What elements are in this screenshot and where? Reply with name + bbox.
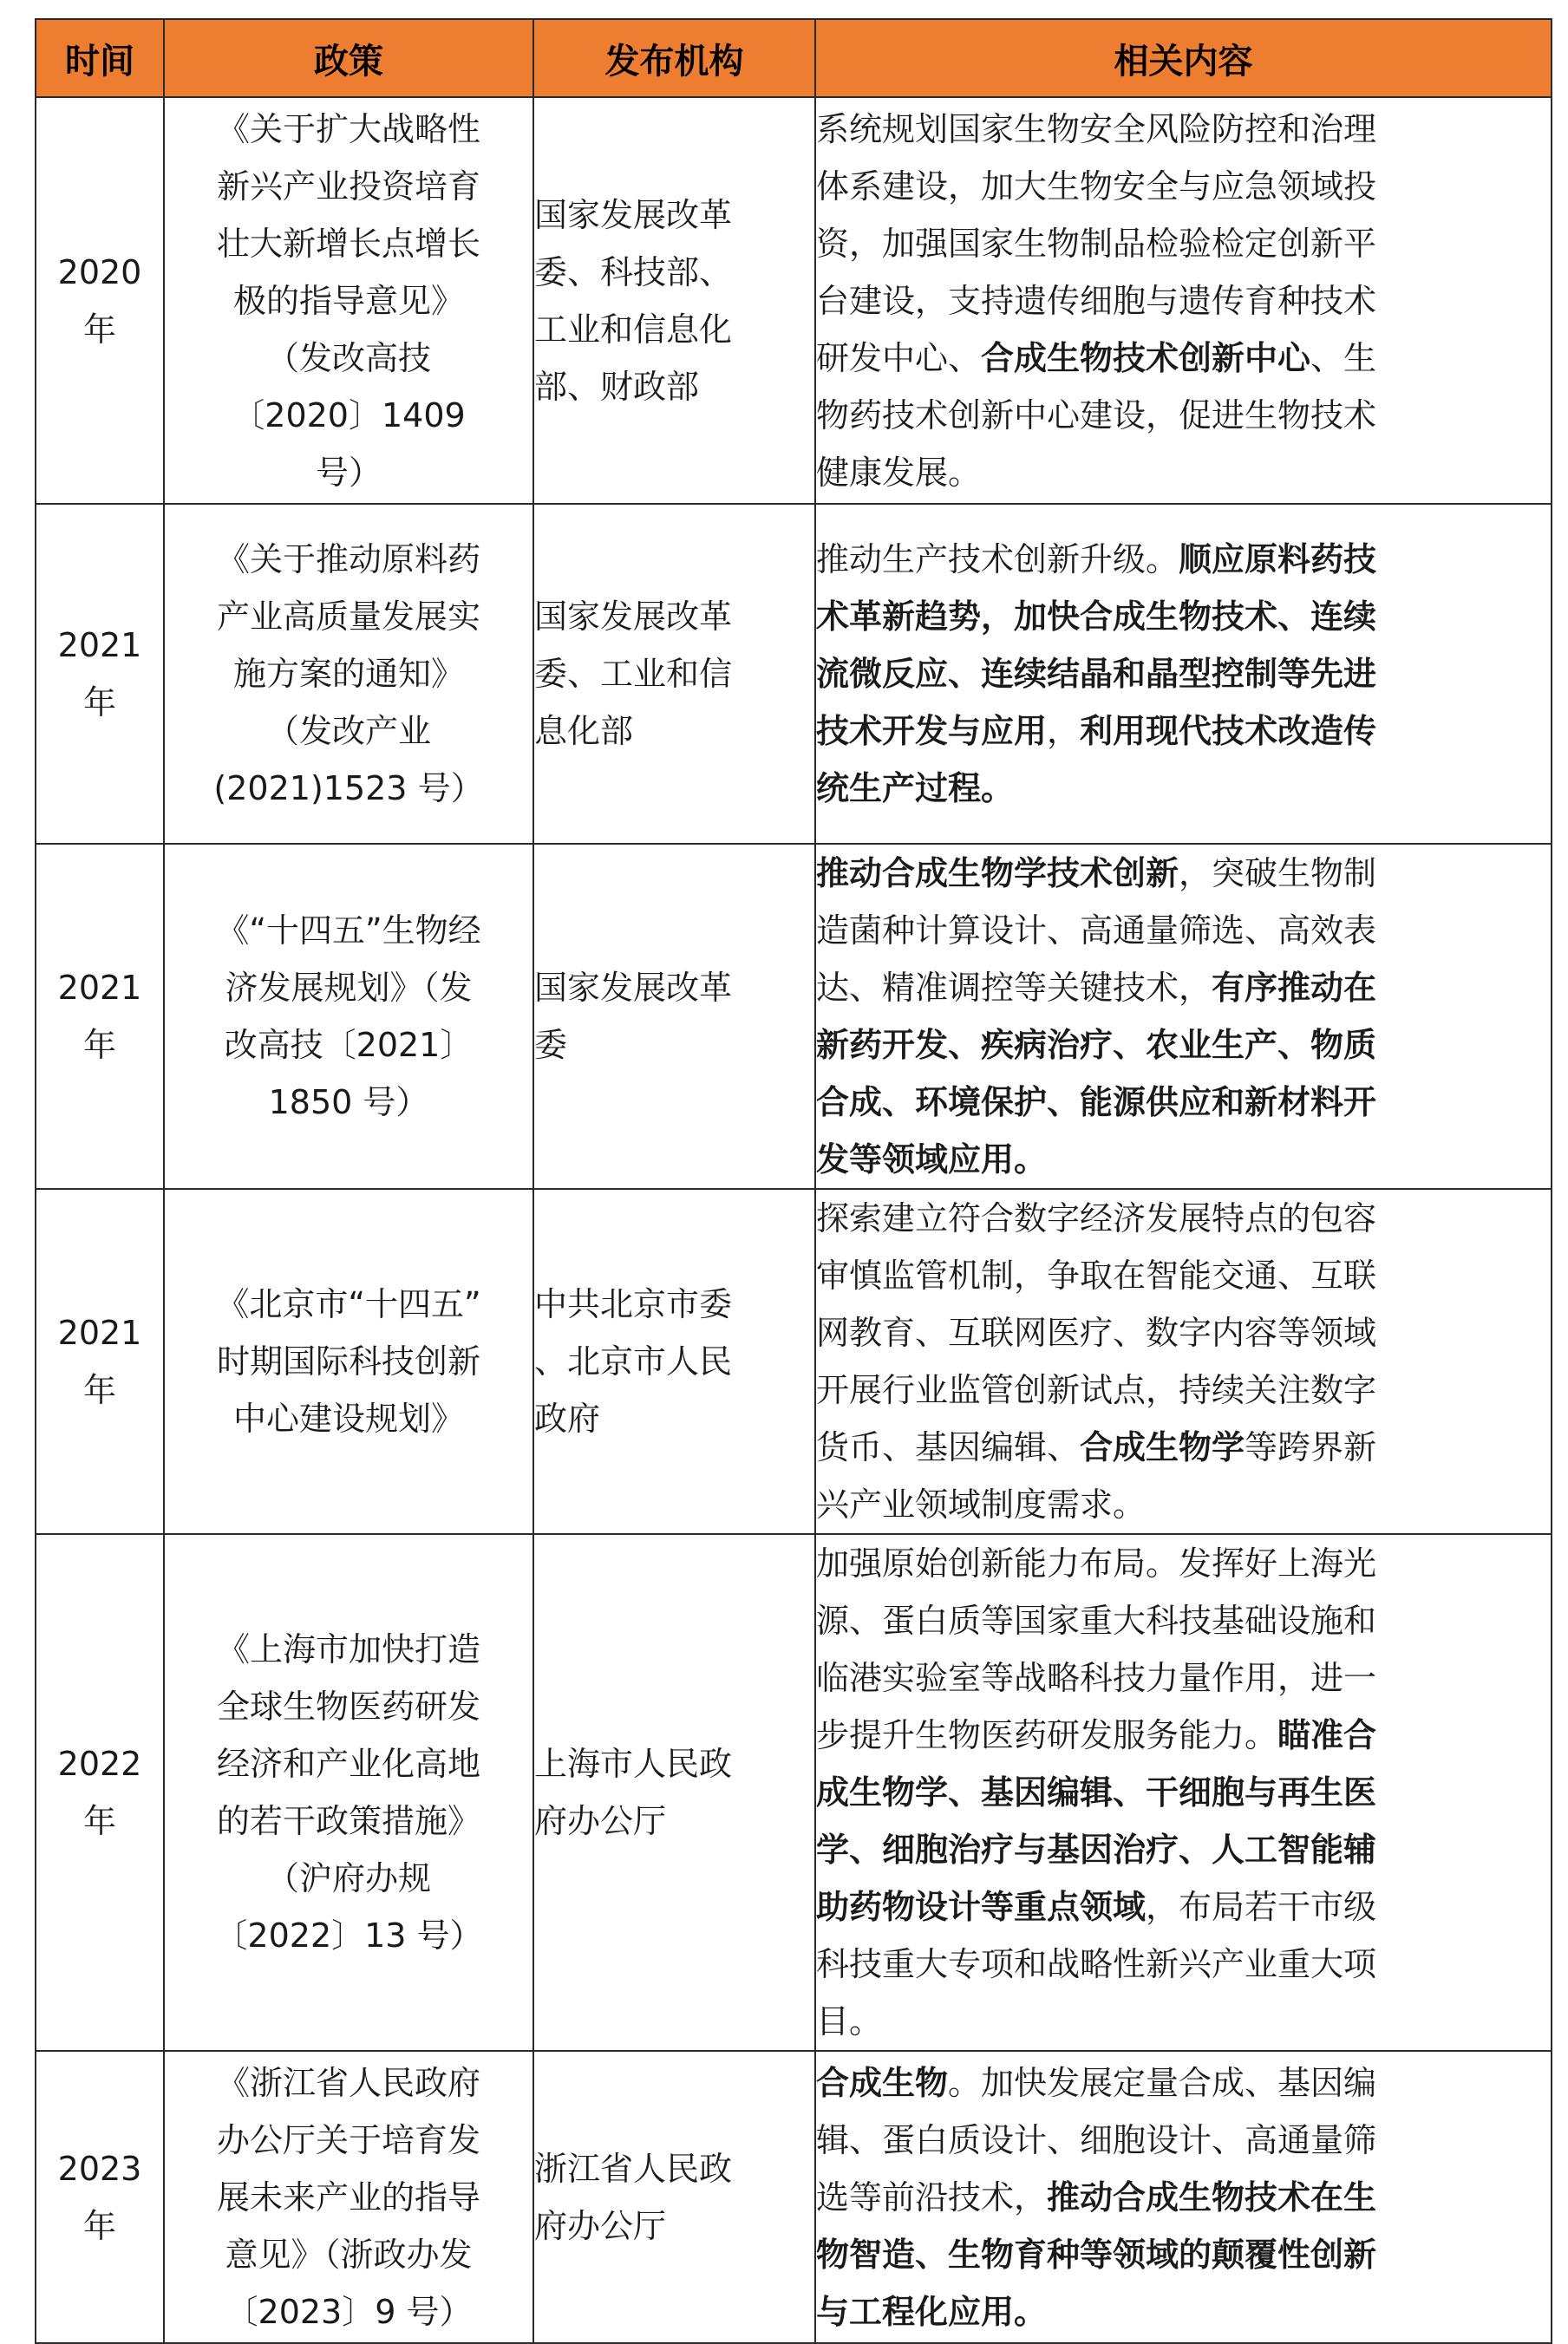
cell-time xyxy=(36,504,164,844)
cell-content-line xyxy=(816,1247,1551,1304)
cell-content-line xyxy=(816,2112,1551,2169)
cell-org xyxy=(533,504,815,844)
content-text: 达、精准调控等关键技术， xyxy=(816,969,1212,1007)
cell-time-line: 2022 xyxy=(57,1745,142,1783)
cell-policy-line: 中心建设规划》 xyxy=(232,1400,464,1438)
table-row xyxy=(36,1189,1552,1534)
cell-time xyxy=(36,1534,164,2051)
policy-table xyxy=(35,18,1552,2344)
cell-policy-line: 《上海市加快打造 xyxy=(216,1630,480,1668)
cell-policy xyxy=(164,1189,533,1534)
cell-org-line: 工业和信息化 xyxy=(534,310,733,349)
content-text: 兴产业领域制度需求。 xyxy=(816,1485,1147,1524)
cell-content-line xyxy=(816,215,1551,272)
cell-policy-line: （沪府办规 xyxy=(265,1859,431,1897)
cell-policy-line: 全球生物医药研发 xyxy=(216,1688,480,1726)
cell-policy-line: 施方案的通知》 xyxy=(232,655,464,693)
cell-policy-line: (2021)1523 号） xyxy=(213,769,484,807)
cell-time-line: 年 xyxy=(82,310,116,349)
cell-content-line xyxy=(816,330,1551,387)
cell-content-line xyxy=(816,2169,1551,2226)
cell-org-line: 委 xyxy=(534,1026,568,1064)
cell-content xyxy=(815,97,1552,504)
content-emphasis: 推动合成生物学技术创新 xyxy=(816,854,1179,892)
content-text: 研发中心、 xyxy=(816,338,982,377)
content-text: 系统规划国家生物安全风险防控和治理 xyxy=(816,109,1377,148)
content-emphasis: 统生产过程。 xyxy=(816,769,1015,807)
cell-content-line xyxy=(816,444,1551,501)
header-policy: 政策 xyxy=(164,19,533,97)
content-text: 审慎监管机制，争取在智能交通、互联 xyxy=(816,1257,1377,1295)
content-text: 等跨界新 xyxy=(1245,1428,1377,1466)
cell-policy-line: 经济和产业化高地 xyxy=(216,1745,480,1783)
content-emphasis: 有序推动在 xyxy=(1212,969,1377,1007)
cell-content-line xyxy=(816,902,1551,959)
cell-time-line: 2021 xyxy=(57,1314,142,1352)
content-emphasis: 技术开发与应用 xyxy=(816,712,1048,750)
content-text: 、生 xyxy=(1310,338,1377,377)
cell-content-line xyxy=(816,1592,1551,1649)
content-text: 开展行业监管创新试点，持续关注数字 xyxy=(816,1371,1377,1409)
content-text: 目。 xyxy=(816,2002,883,2040)
table-row xyxy=(36,504,1552,844)
cell-time-line: 年 xyxy=(82,2206,116,2245)
header-org: 发布机构 xyxy=(533,19,815,97)
content-text: 台建设，支持遗传细胞与遗传育种技术 xyxy=(816,281,1377,320)
cell-policy xyxy=(164,844,533,1189)
cell-policy-line: 的若干政策措施》 xyxy=(216,1802,480,1840)
cell-policy-line: 1850 号） xyxy=(268,1083,429,1121)
content-emphasis: 与工程化应用。 xyxy=(816,2292,1048,2331)
cell-org-line: 、北京市人民 xyxy=(534,1342,733,1381)
content-text: 探索建立符合数字经济发展特点的包容 xyxy=(816,1199,1377,1237)
cell-content-line xyxy=(816,1304,1551,1361)
content-emphasis: 发等领域应用。 xyxy=(816,1140,1048,1179)
cell-org-line: 国家发展改革 xyxy=(534,195,733,234)
table-row xyxy=(36,2051,1552,2343)
cell-time-line: 年 xyxy=(82,683,116,721)
content-emphasis: 术革新趋势，加快合成生物技术、连续 xyxy=(816,597,1377,636)
cell-policy xyxy=(164,504,533,844)
cell-policy-line: 《关于扩大战略性 xyxy=(216,109,480,148)
content-text: 物药技术创新中心建设，促进生物技术 xyxy=(816,395,1377,434)
cell-content-line xyxy=(816,1419,1551,1476)
cell-org xyxy=(533,97,815,504)
cell-content-line xyxy=(816,1649,1551,1707)
content-text: ， xyxy=(1047,712,1081,750)
content-text: ，突破生物制 xyxy=(1179,854,1377,892)
cell-content xyxy=(815,2051,1552,2343)
content-text: 科技重大专项和战略性新兴产业重大项 xyxy=(816,1945,1377,1983)
content-text: 造菌种计算设计、高通量筛选、高效表 xyxy=(816,911,1377,950)
cell-content-line xyxy=(816,387,1551,444)
table-row xyxy=(36,1534,1552,2051)
table-row xyxy=(36,97,1552,504)
content-text: 临港实验室等战略科技力量作用，进一 xyxy=(816,1659,1377,1697)
cell-org-line: 委、科技部、 xyxy=(534,252,733,291)
cell-org-line: 浙江省人民政 xyxy=(534,2149,733,2188)
cell-org-line: 息化部 xyxy=(534,712,634,750)
cell-content-line xyxy=(816,1936,1551,1993)
content-text: 健康发展。 xyxy=(816,453,982,492)
cell-policy xyxy=(164,2051,533,2343)
cell-time xyxy=(36,1189,164,1534)
content-text: 货币、基因编辑、 xyxy=(816,1428,1081,1466)
cell-content-line xyxy=(816,2054,1551,2112)
content-emphasis: 合成、环境保护、能源供应和新材料开 xyxy=(816,1083,1377,1121)
cell-content-line xyxy=(816,1993,1551,2050)
cell-content-line xyxy=(816,531,1551,588)
cell-content-line xyxy=(816,158,1551,215)
content-text: 步提升生物医药研发服务能力。 xyxy=(816,1716,1278,1754)
cell-policy xyxy=(164,97,533,504)
cell-time xyxy=(36,844,164,1189)
cell-content-line xyxy=(816,702,1551,760)
content-emphasis: 合成生物技术创新中心 xyxy=(981,338,1311,377)
cell-org xyxy=(533,844,815,1189)
cell-content-line xyxy=(816,959,1551,1016)
cell-content-line xyxy=(816,1131,1551,1188)
cell-time-line: 年 xyxy=(82,1026,116,1064)
content-emphasis: 助药物设计等重点领域 xyxy=(816,1888,1147,1926)
cell-content-line xyxy=(816,1190,1551,1247)
cell-content-line xyxy=(816,1878,1551,1936)
cell-content-line xyxy=(816,1535,1551,1592)
cell-org xyxy=(533,2051,815,2343)
cell-policy-line: 〔2022〕13 号） xyxy=(214,1916,483,1955)
cell-org-line: 中共北京市委 xyxy=(534,1285,733,1323)
cell-policy xyxy=(164,1534,533,2051)
cell-policy-line: 新兴产业投资培育 xyxy=(216,166,480,206)
content-text: 辑、蛋白质设计、细胞设计、高通量筛 xyxy=(816,2120,1377,2159)
cell-org-line: 府办公厅 xyxy=(534,2206,667,2245)
content-text: 资，加强国家生物制品检验检定创新平 xyxy=(816,224,1377,263)
cell-content-line xyxy=(816,1476,1551,1533)
content-emphasis: 利用现代技术改造传 xyxy=(1080,712,1377,750)
content-text: ，布局若干市级 xyxy=(1146,1888,1377,1926)
content-text: 。加快发展定量合成、基因编 xyxy=(948,2063,1377,2102)
cell-policy-line: 壮大新增长点增长 xyxy=(216,224,480,263)
cell-org-line: 上海市人民政 xyxy=(534,1745,733,1783)
cell-content-line xyxy=(816,1361,1551,1419)
cell-content-line xyxy=(816,272,1551,330)
cell-policy-line: 意见》（浙政办发 xyxy=(225,2235,473,2274)
cell-policy-line: 展未来产业的指导 xyxy=(216,2178,480,2217)
cell-content xyxy=(815,504,1552,844)
table-body xyxy=(36,97,1552,2343)
content-emphasis: 成生物学、基因编辑、干细胞与再生医 xyxy=(816,1773,1377,1812)
cell-policy-line: 改高技〔2021〕 xyxy=(224,1026,474,1064)
cell-org xyxy=(533,1189,815,1534)
cell-content-line xyxy=(816,2226,1551,2283)
cell-policy-line: 〔2023〕9 号） xyxy=(225,2292,473,2331)
content-emphasis: 合成生物 xyxy=(816,2063,949,2102)
cell-org-line: 国家发展改革 xyxy=(534,969,733,1007)
header-row xyxy=(36,19,1552,97)
cell-policy-line: 《“十四五”生物经 xyxy=(216,911,481,950)
cell-content xyxy=(815,1534,1552,2051)
cell-time xyxy=(36,97,164,504)
cell-content-line xyxy=(816,588,1551,645)
cell-policy-line: 《浙江省人民政府 xyxy=(216,2063,480,2102)
cell-policy-line: （发改高技 xyxy=(265,338,431,377)
content-emphasis: 新药开发、疾病治疗、农业生产、物质 xyxy=(816,1026,1377,1064)
content-text: 推动生产技术创新升级。 xyxy=(816,540,1179,578)
cell-content-line xyxy=(816,1016,1551,1074)
cell-org-line: 政府 xyxy=(534,1400,601,1438)
cell-policy-line: 办公厅关于培育发 xyxy=(216,2120,480,2159)
content-emphasis: 流微反应、连续结晶和晶型控制等先进 xyxy=(816,655,1377,693)
cell-policy-line: 《关于推动原料药 xyxy=(216,540,480,578)
cell-org-line: 部、财政部 xyxy=(534,367,700,406)
cell-content-line xyxy=(816,2283,1551,2341)
cell-time xyxy=(36,2051,164,2343)
cell-policy-line: （发改产业 xyxy=(265,712,431,750)
content-text: 源、蛋白质等国家重大科技基础设施和 xyxy=(816,1602,1377,1640)
cell-content-line xyxy=(816,1764,1551,1821)
cell-content xyxy=(815,1189,1552,1534)
cell-content-line xyxy=(816,1707,1551,1764)
content-emphasis: 物智造、生物育种等领域的颠覆性创新 xyxy=(816,2235,1377,2274)
cell-org-line: 府办公厅 xyxy=(534,1802,667,1840)
content-emphasis: 瞄准合 xyxy=(1277,1716,1377,1754)
content-text: 网教育、互联网医疗、数字内容等领域 xyxy=(816,1314,1377,1352)
cell-policy-line: 极的指导意见》 xyxy=(232,281,464,320)
content-emphasis: 学、细胞治疗与基因治疗、人工智能辅 xyxy=(816,1831,1377,1869)
cell-content-line xyxy=(816,1821,1551,1878)
cell-content-line xyxy=(816,1074,1551,1131)
header-time: 时间 xyxy=(36,19,164,97)
cell-policy-line: 时期国际科技创新 xyxy=(216,1342,480,1381)
cell-policy-line: 号） xyxy=(315,453,382,492)
content-text: 体系建设，加大生物安全与应急领域投 xyxy=(816,166,1377,206)
content-text: 选等前沿技术， xyxy=(816,2178,1048,2217)
cell-time-line: 年 xyxy=(82,1802,116,1840)
content-emphasis: 合成生物学 xyxy=(1080,1428,1245,1466)
cell-policy-line: 《北京市“十四五” xyxy=(216,1285,481,1323)
cell-time-line: 2021 xyxy=(57,969,142,1007)
cell-content-line xyxy=(816,760,1551,817)
cell-content-line xyxy=(816,645,1551,702)
cell-time-line: 2023 xyxy=(57,2149,142,2188)
cell-policy-line: 产业高质量发展实 xyxy=(216,597,480,636)
cell-content xyxy=(815,844,1552,1189)
cell-content-line xyxy=(816,101,1551,158)
cell-time-line: 2020 xyxy=(57,252,142,291)
cell-time-line: 年 xyxy=(82,1371,116,1409)
cell-org xyxy=(533,1534,815,2051)
cell-time-line: 2021 xyxy=(57,626,142,664)
cell-org-line: 委、工业和信 xyxy=(534,655,733,693)
content-emphasis: 推动合成生物技术在生 xyxy=(1047,2178,1377,2217)
table-row xyxy=(36,844,1552,1189)
cell-content-line xyxy=(816,845,1551,902)
cell-org-line: 国家发展改革 xyxy=(534,597,733,636)
content-emphasis: 顺应原料药技 xyxy=(1179,540,1377,578)
header-content: 相关内容 xyxy=(815,19,1552,97)
content-text: 加强原始创新能力布局。发挥好上海光 xyxy=(816,1544,1377,1583)
cell-policy-line: 济发展规划》（发 xyxy=(225,969,473,1007)
cell-policy-line: 〔2020〕1409 xyxy=(232,395,466,434)
